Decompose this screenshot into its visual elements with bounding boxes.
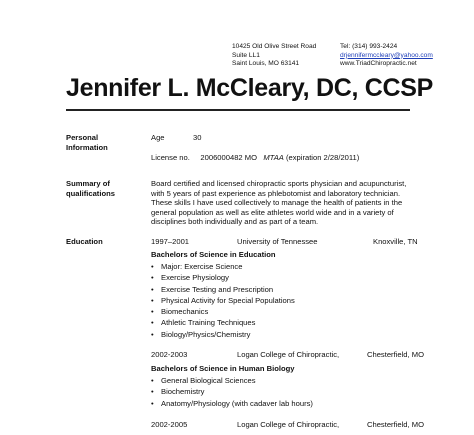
edu-years: 2002-2003 (151, 350, 188, 359)
list-item: • General Biological Sciences (151, 375, 313, 386)
education-heading: Education (66, 237, 103, 246)
edu-location: Chesterfield, MO (367, 420, 424, 429)
list-item: • Major: Exercise Science (151, 261, 295, 272)
address-line: Suite LL1 (232, 51, 260, 59)
edu-school: Logan College of Chiropractic, (237, 350, 340, 359)
license-org: MTAA (263, 153, 284, 162)
license-expiration: (expiration 2/28/2011) (285, 153, 360, 162)
address-line: Saint Louis, MO 63141 (232, 60, 300, 68)
age-value: 30 (193, 133, 202, 142)
edu-location: Knoxville, TN (373, 237, 418, 246)
license-label: License no. (151, 153, 190, 162)
license-line (151, 153, 359, 163)
edu-location: Chesterfield, MO (367, 350, 424, 359)
edu-years: 1997–2001 (151, 237, 190, 246)
list-item: • Anatomy/Physiology (with cadaver lab hours) (151, 398, 313, 409)
list-item: • Biomechanics (151, 306, 295, 317)
website-text: www.TriadChiropractic.net (340, 60, 417, 68)
personal-info-heading: Personal Information (66, 133, 108, 152)
edu-degree: Bachelors of Science in Human Biology (151, 364, 295, 373)
age-label: Age (151, 133, 165, 142)
divider (66, 109, 410, 111)
edu-school: University of Tennessee (237, 237, 318, 246)
list-item: • Biology/Physics/Chemistry (151, 329, 295, 340)
list-item: • Exercise Testing and Prescription (151, 284, 295, 295)
address-line: 10425 Old Olive Street Road (232, 43, 317, 50)
phone-text: Tel: (314) 993-2424 (340, 43, 398, 50)
summary-heading: Summary of qualifications (66, 179, 115, 198)
list-item: • Physical Activity for Special Populations (151, 295, 295, 306)
page-title: Jennifer L. McCleary, DC, CCSP (66, 74, 434, 102)
edu-degree: Bachelors of Science in Education (151, 250, 276, 259)
list-item: • Exercise Physiology (151, 272, 295, 283)
coursework-list (151, 261, 295, 340)
contact-block (340, 43, 433, 69)
license-value: 2006000482 MO (200, 153, 257, 162)
list-item: • Biochemistry (151, 386, 313, 397)
list-item: • Athletic Training Techniques (151, 317, 295, 328)
coursework-list (151, 375, 313, 409)
edu-school: Logan College of Chiropractic, (237, 420, 340, 429)
address-block (232, 43, 316, 69)
edu-years: 2002-2005 (151, 420, 188, 429)
email-link[interactable]: drjennifermccleary@yahoo.com (340, 51, 433, 59)
summary-paragraph: Board certified and licensed chiropractic sports physician and acupuncturist, with 5 years of past experience as phlebotomist and laboratory technician. These skills I have used collectively to manage the health of patients in the general population as well as elite athletes world wide and in a variety of disciplines both individually and as part of a team. (151, 179, 407, 227)
